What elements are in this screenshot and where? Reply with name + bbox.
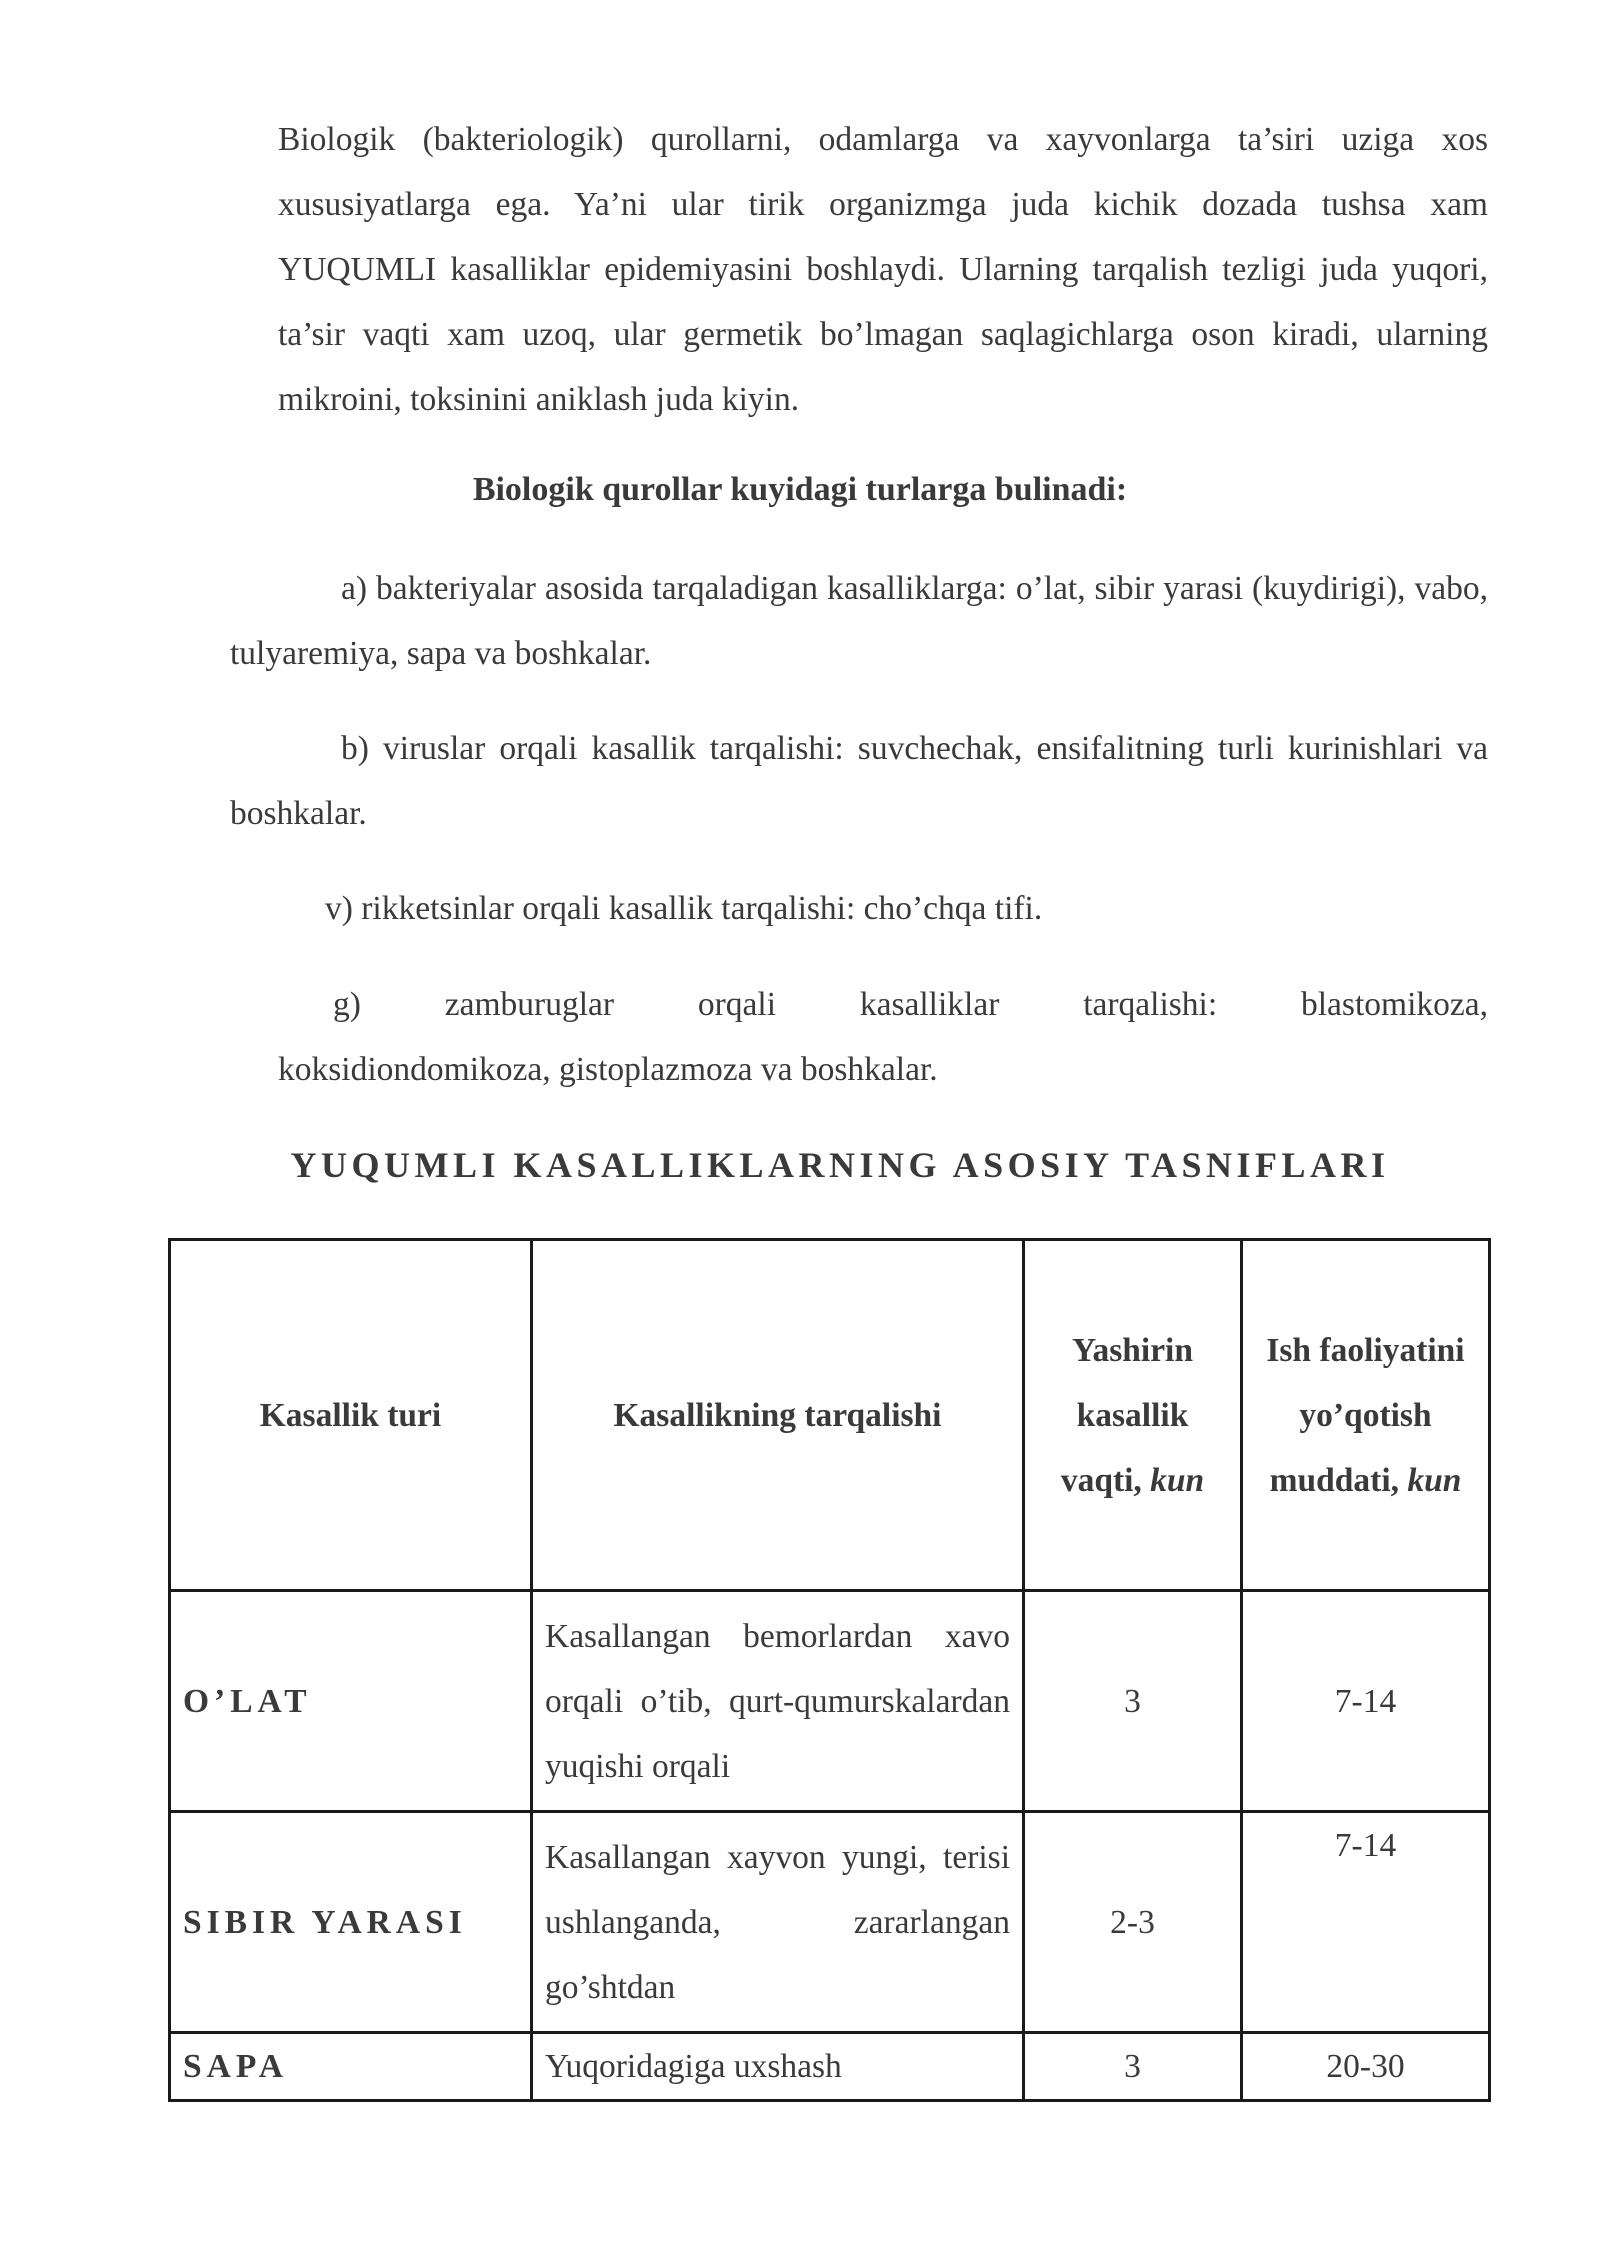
cell-incubation: 2-3	[1024, 1812, 1242, 2033]
cell-incubation: 3	[1024, 1591, 1242, 1812]
cell-disease: SAPA	[170, 2033, 532, 2101]
cell-disease: SIBIR YARASI	[170, 1812, 532, 2033]
list-item-g-line-2: koksidiondomikoza, gistoplazmoza va boshkalar.	[278, 1051, 938, 1088]
intro-paragraph: Biologik (bakteriologik) qurollarni, odamlarga va xayvonlarga ta’siri uziga xos xususiyatlarga ega. Ya’ni ular tirik organizmga juda kichik dozada tushsa xam YUQUMLI kasalliklar epidemiyasini boshlaydi. Ularning tarqalish tezligi juda yuqori, ta’sir vaqti xam uzoq, ular germetik bo’lmagan saqlagichlarga oson kiradi, ularning mikroini, toksinini aniklash juda kiyin.	[278, 121, 1488, 418]
section-subtitle: Biologik qurollar kuyidagi turlarga bulinadi:	[472, 471, 1128, 508]
cell-spread: Kasallangan bemorlardan xavo orqali o’tib, qurt-qumurskalardan yuqishi orqali	[532, 1591, 1024, 1812]
table-row	[170, 2033, 1490, 2101]
header-spread	[532, 1240, 1024, 1591]
cell-disease: O’LAT	[170, 1591, 532, 1812]
cell-disability: 20-30	[1242, 2033, 1490, 2101]
table-title: YUQUMLI KASALLIKLARNING ASOSIY TASNIFLARI	[290, 1145, 1390, 1185]
list-item-a: a) bakteriyalar asosida tarqaladigan kasalliklarga: o’lat, sibir yarasi (kuydirigi), vabo, tulyaremiya, sapa va boshkalar.	[230, 570, 1488, 672]
disease-classification-table	[168, 1238, 1491, 2102]
header-disease-type-label: Kasallik turi	[259, 1396, 442, 1434]
table-header-row	[170, 1240, 1490, 1591]
list-item-g	[278, 972, 1488, 1102]
list-item-g-line-1: g) zamburuglar orqali kasalliklar tarqalishi: blastomikoza,	[333, 986, 1488, 1023]
table-row	[170, 1591, 1490, 1812]
header-disability	[1242, 1240, 1490, 1591]
header-incubation-label: Yashirin kasallik vaqti,	[1060, 1331, 1193, 1499]
header-incubation-unit: kun	[1150, 1461, 1205, 1499]
cell-incubation: 3	[1024, 2033, 1242, 2101]
cell-disability: 7-14	[1242, 1591, 1490, 1812]
list-item-b: b) viruslar orqali kasallik tarqalishi: suvchechak, ensifalitning turli kurinishlari va boshkalar.	[230, 730, 1488, 832]
header-disease-type	[170, 1240, 532, 1591]
table-row	[170, 1812, 1490, 2033]
header-disability-label: Ish faoliyatini yo’qotish muddati,	[1266, 1331, 1465, 1499]
list-item-v: v) rikketsinlar orqali kasallik tarqalishi: cho’chqa tifi.	[325, 890, 1043, 927]
cell-spread: Kasallangan xayvon yungi, terisi ushlanganda, zararlangan go’shtdan	[532, 1812, 1024, 2033]
header-spread-label: Kasallikning tarqalishi	[613, 1396, 942, 1434]
header-disability-unit: kun	[1407, 1461, 1462, 1499]
cell-disability: 7-14	[1242, 1812, 1490, 2033]
cell-spread: Yuqoridagiga uxshash	[532, 2033, 1024, 2101]
header-incubation	[1024, 1240, 1242, 1591]
